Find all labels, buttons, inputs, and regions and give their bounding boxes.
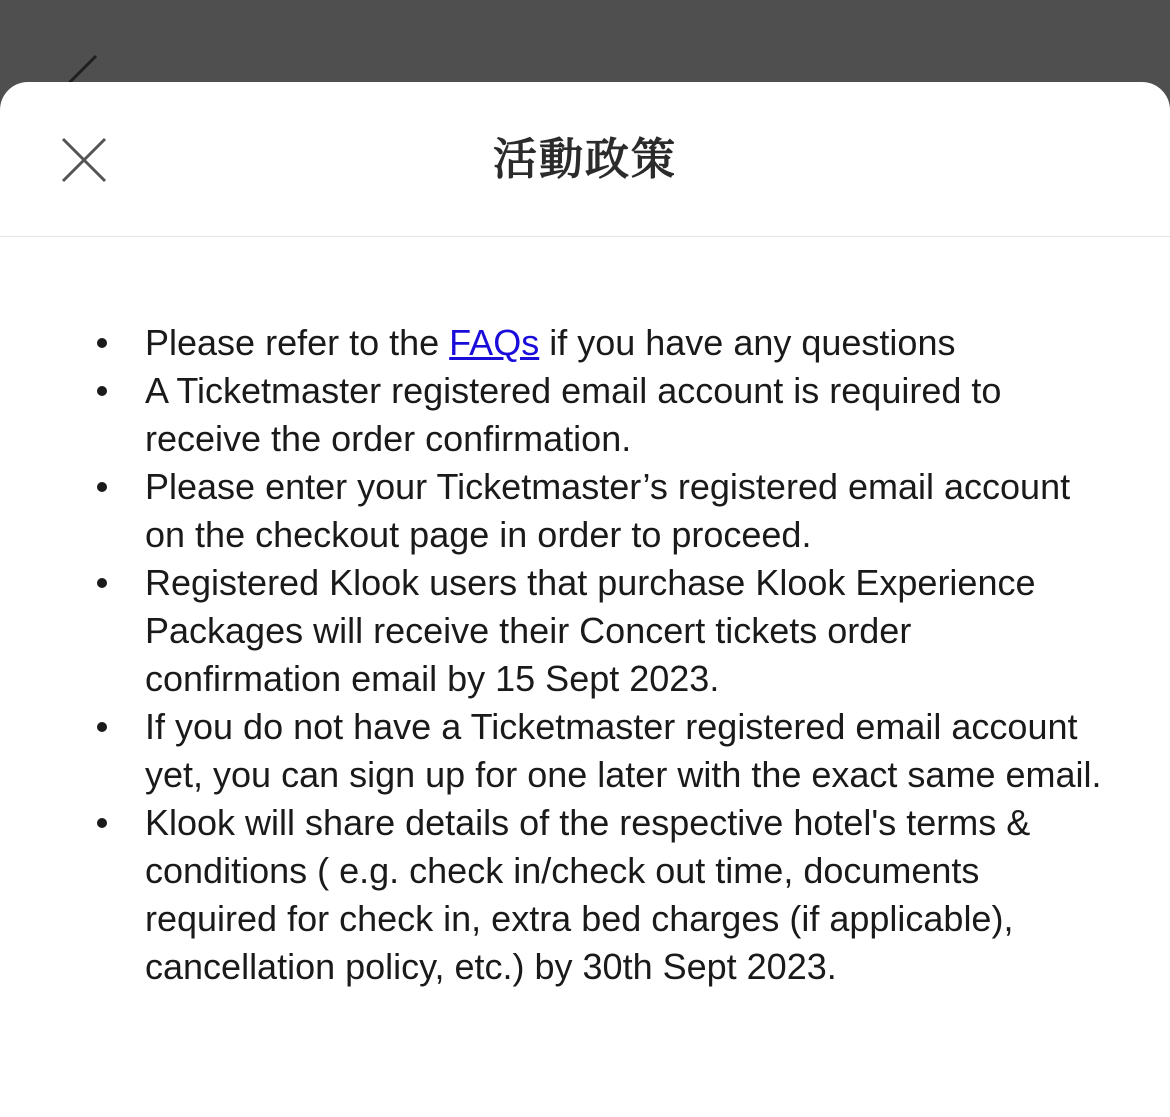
policy-text: Klook will share details of the respective hotel's terms & conditions ( e.g. check in/check out time, documents required for check in, extra bed charges (if applicable), cancellation policy, etc.) by 30th Sept 2023. (145, 802, 1031, 987)
policy-text: If you do not have a Ticketmaster registered email account yet, you can sign up for one later with the exact same email. (145, 706, 1102, 795)
list-item (97, 367, 1110, 463)
policy-text: A Ticketmaster registered email account is required to receive the order confirmation. (145, 370, 1002, 459)
policy-text: Please refer to the (145, 322, 450, 363)
bullet-dot (97, 578, 107, 588)
bullet-dot (97, 386, 107, 396)
policy-list (97, 319, 1110, 991)
policy-text: Please enter your Ticketmaster’s registered email account on the checkout page in order to proceed. (145, 466, 1071, 555)
bullet-dot (97, 722, 107, 732)
faqs-link[interactable]: FAQs (449, 322, 540, 363)
list-item (97, 319, 1110, 367)
policy-content (0, 237, 1170, 991)
bullet-dot (97, 818, 107, 828)
list-item (97, 463, 1110, 559)
list-item (97, 703, 1110, 799)
list-item (97, 799, 1110, 991)
bullet-dot (97, 338, 107, 348)
policy-text: Registered Klook users that purchase Klook Experience Packages will receive their Concert tickets order confirmation email by 15 Sept 2023. (145, 562, 1036, 699)
policy-bottom-sheet (0, 82, 1170, 1117)
sheet-header (0, 82, 1170, 237)
page-title: 活動政策 (493, 134, 677, 185)
bullet-dot (97, 482, 107, 492)
list-item (97, 559, 1110, 703)
policy-text: if you have any questions (539, 322, 956, 363)
